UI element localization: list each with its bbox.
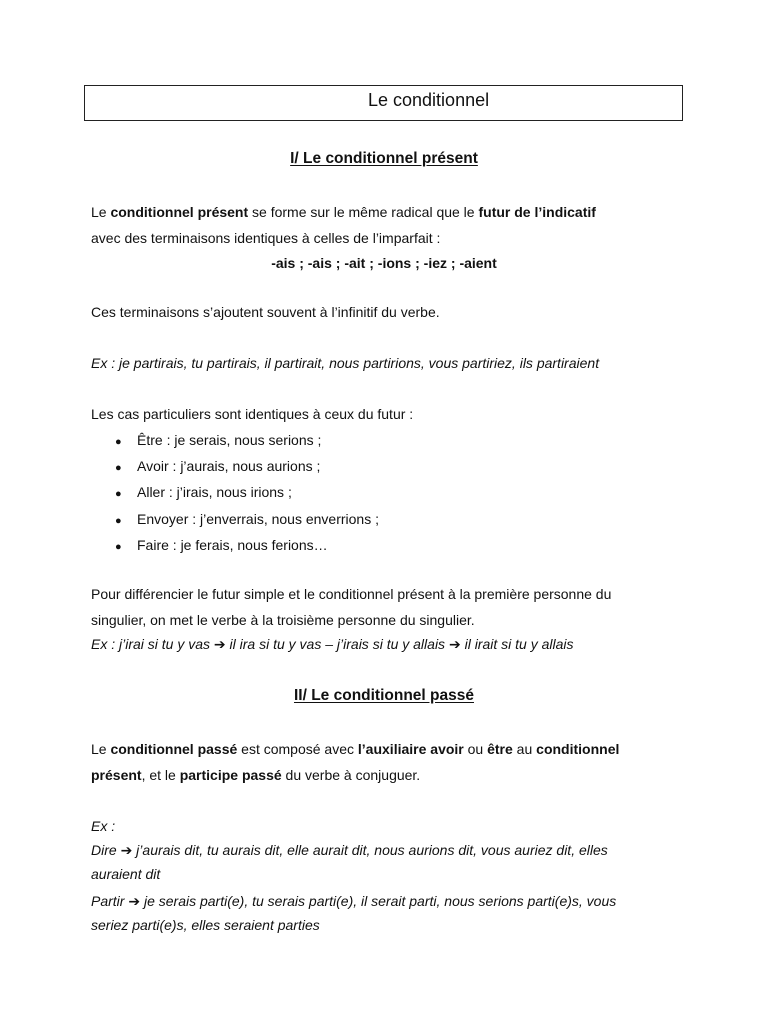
special-case-item [115, 457, 320, 477]
special-case-item [115, 483, 292, 503]
intro-term-conditionnel: conditionnel [536, 741, 620, 757]
partir-example-line-1 [91, 892, 616, 910]
arrow-right-icon: ➔ [120, 842, 133, 858]
special-case-text: Faire : je ferais, nous ferions… [137, 537, 328, 553]
intro-text: du verbe à conjuguer. [281, 767, 421, 783]
intro-term-etre: être [487, 741, 513, 757]
dire-example-line-2: auraient dit [91, 866, 161, 882]
intro-term-auxiliaire-avoir: l’auxiliaire avoir [357, 741, 464, 757]
partir-example-line-2: seriez parti(e)s, elles seraient parties [91, 917, 320, 933]
bullet-icon: ● [115, 462, 122, 474]
arrow-right-icon: ➔ [448, 636, 461, 652]
special-cases-intro: Les cas particuliers sont identiques à ceux du futur : [91, 406, 414, 422]
section-2-heading [0, 686, 768, 706]
infinitive-note: Ces terminaisons s’ajoutent souvent à l’infinitif du verbe. [91, 304, 440, 320]
bullet-icon: ● [115, 541, 122, 553]
bullet-icon: ● [115, 436, 122, 448]
title-box [84, 85, 683, 121]
bullet-icon: ● [115, 515, 122, 527]
document-title: Le conditionnel [368, 90, 490, 110]
intro-term-futur-indicatif: futur de l’indicatif [478, 204, 596, 220]
present-example: Ex : je partirais, tu partirais, il partirait, nous partirions, vous partiriez, ils partiraient [91, 355, 600, 371]
example-verb: Partir [91, 893, 129, 909]
special-case-text: Être : je serais, nous serions ; [137, 432, 322, 448]
past-examples-label: Ex : [91, 818, 116, 834]
intro-term-conditionnel-passe: conditionnel passé [110, 741, 238, 757]
special-case-item [115, 510, 379, 530]
section-2-intro-line-1 [91, 740, 619, 758]
endings-list: -ais ; -ais ; -ait ; -ions ; -iez ; -aient [271, 255, 497, 271]
intro-term-present: présent [91, 767, 142, 783]
example-text: il ira si tu y vas – j’irais si tu y allais [225, 636, 449, 652]
section-1-heading-text: I/ Le conditionnel présent [290, 150, 478, 167]
arrow-right-icon: ➔ [213, 636, 226, 652]
section-2-heading-text: II/ Le conditionnel passé [293, 687, 474, 704]
section-2-intro-line-2 [91, 766, 420, 784]
intro-term-participe-passe: participe passé [179, 767, 282, 783]
difference-example [91, 635, 574, 653]
special-case-text: Aller : j’irais, nous irions ; [137, 484, 292, 500]
example-text: Ex : j’irai si tu y vas [91, 636, 214, 652]
section-1-intro-line-2: avec des terminaisons identiques à celles de l’imparfait : [91, 230, 441, 246]
section-1-intro-line-1 [91, 203, 596, 221]
example-verb: Dire [91, 842, 121, 858]
example-text: je serais parti(e), tu serais parti(e), il serait parti, nous serions parti(e)s, vous [140, 893, 617, 909]
section-1-heading [0, 149, 768, 169]
intro-text: , et le [141, 767, 180, 783]
intro-text: au [512, 741, 537, 757]
arrow-right-icon: ➔ [128, 893, 141, 909]
difference-line-2: singulier, on met le verbe à la troisième personne du singulier. [91, 612, 475, 628]
example-text: il irait si tu y allais [460, 636, 574, 652]
example-text: j’aurais dit, tu aurais dit, elle aurait dit, nous aurions dit, vous auriez dit, elles [132, 842, 608, 858]
bullet-icon: ● [115, 488, 122, 500]
special-case-text: Avoir : j’aurais, nous aurions ; [137, 458, 321, 474]
intro-text: se forme sur le même radical que le [248, 204, 479, 220]
intro-text: Le [91, 741, 111, 757]
intro-text: Le [91, 204, 111, 220]
special-case-text: Envoyer : j’enverrais, nous enverrions ; [137, 511, 379, 527]
difference-line-1: Pour différencier le futur simple et le conditionnel présent à la première personne du [91, 586, 612, 602]
intro-text: est composé avec [237, 741, 358, 757]
dire-example-line-1 [91, 841, 608, 859]
intro-term-conditionnel-present: conditionnel présent [110, 204, 249, 220]
special-case-item [115, 536, 328, 556]
special-case-item [115, 431, 321, 451]
intro-text: ou [463, 741, 488, 757]
